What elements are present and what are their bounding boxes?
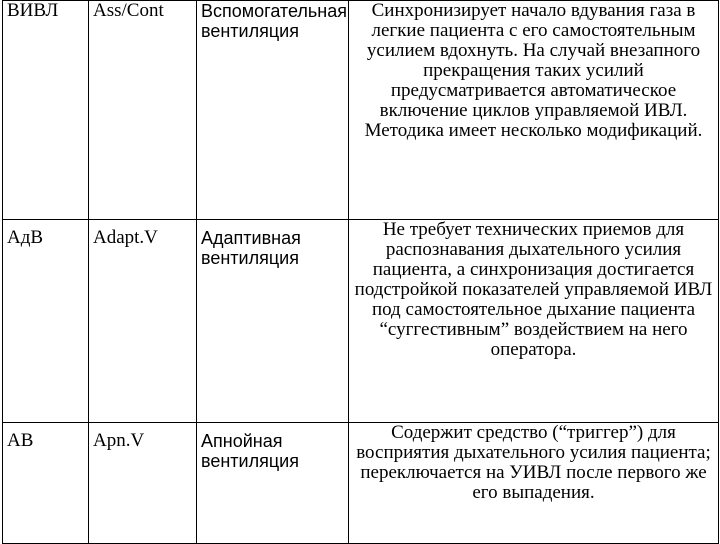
description-cell [349,1,719,220]
mode-description: Синхронизирует начало вдувания газа в легкие пациента с его самостоятельным усилием вдохнуть. На случай внезапного прекращения таких усилий предусматривается автоматическое включение циклов управляемой ИВЛ. Методика имеет несколько модификаций. [364,0,703,141]
abbr-ru: АдВ [7,227,44,248]
abbr-ru-cell [3,220,89,423]
mode-name: Адаптивная вентиляция [201,228,301,268]
abbr-en-cell [89,1,197,220]
mode-name: Вспомогательная вентиляция [201,1,347,41]
abbr-ru-cell [3,423,89,544]
abbr-ru: ВИВЛ [7,0,59,21]
mode-name-cell [197,1,349,220]
abbr-en-cell [89,423,197,544]
abbr-en: Adapt.V [93,227,158,248]
description-cell [349,220,719,423]
description-cell [349,423,719,544]
abbr-ru-cell [3,1,89,220]
mode-name: Апнойная вентиляция [201,431,299,471]
mode-name-cell [197,423,349,544]
table-row [3,423,719,544]
mode-description: Содержит средство (“триггер”) для восприятия дыхательного усилия пациента; переключается на УИВЛ после первого же его выпадения. [356,422,711,503]
abbr-en: Ass/Cont [93,0,164,21]
abbr-ru: АВ [7,430,34,451]
table-row [3,1,719,220]
mode-description: Не требует технических приемов для распознавания дыхательного усилия пациента, а синхронизация достигается подстройкой показателей управляемой ИВЛ под самостоятельное дыхание пациента “суггестивным” воздействием на него оператора. [354,219,713,360]
ventilation-modes-table [2,0,719,544]
abbr-en: Apn.V [93,430,145,451]
mode-name-cell [197,220,349,423]
abbr-en-cell [89,220,197,423]
table-row [3,220,719,423]
